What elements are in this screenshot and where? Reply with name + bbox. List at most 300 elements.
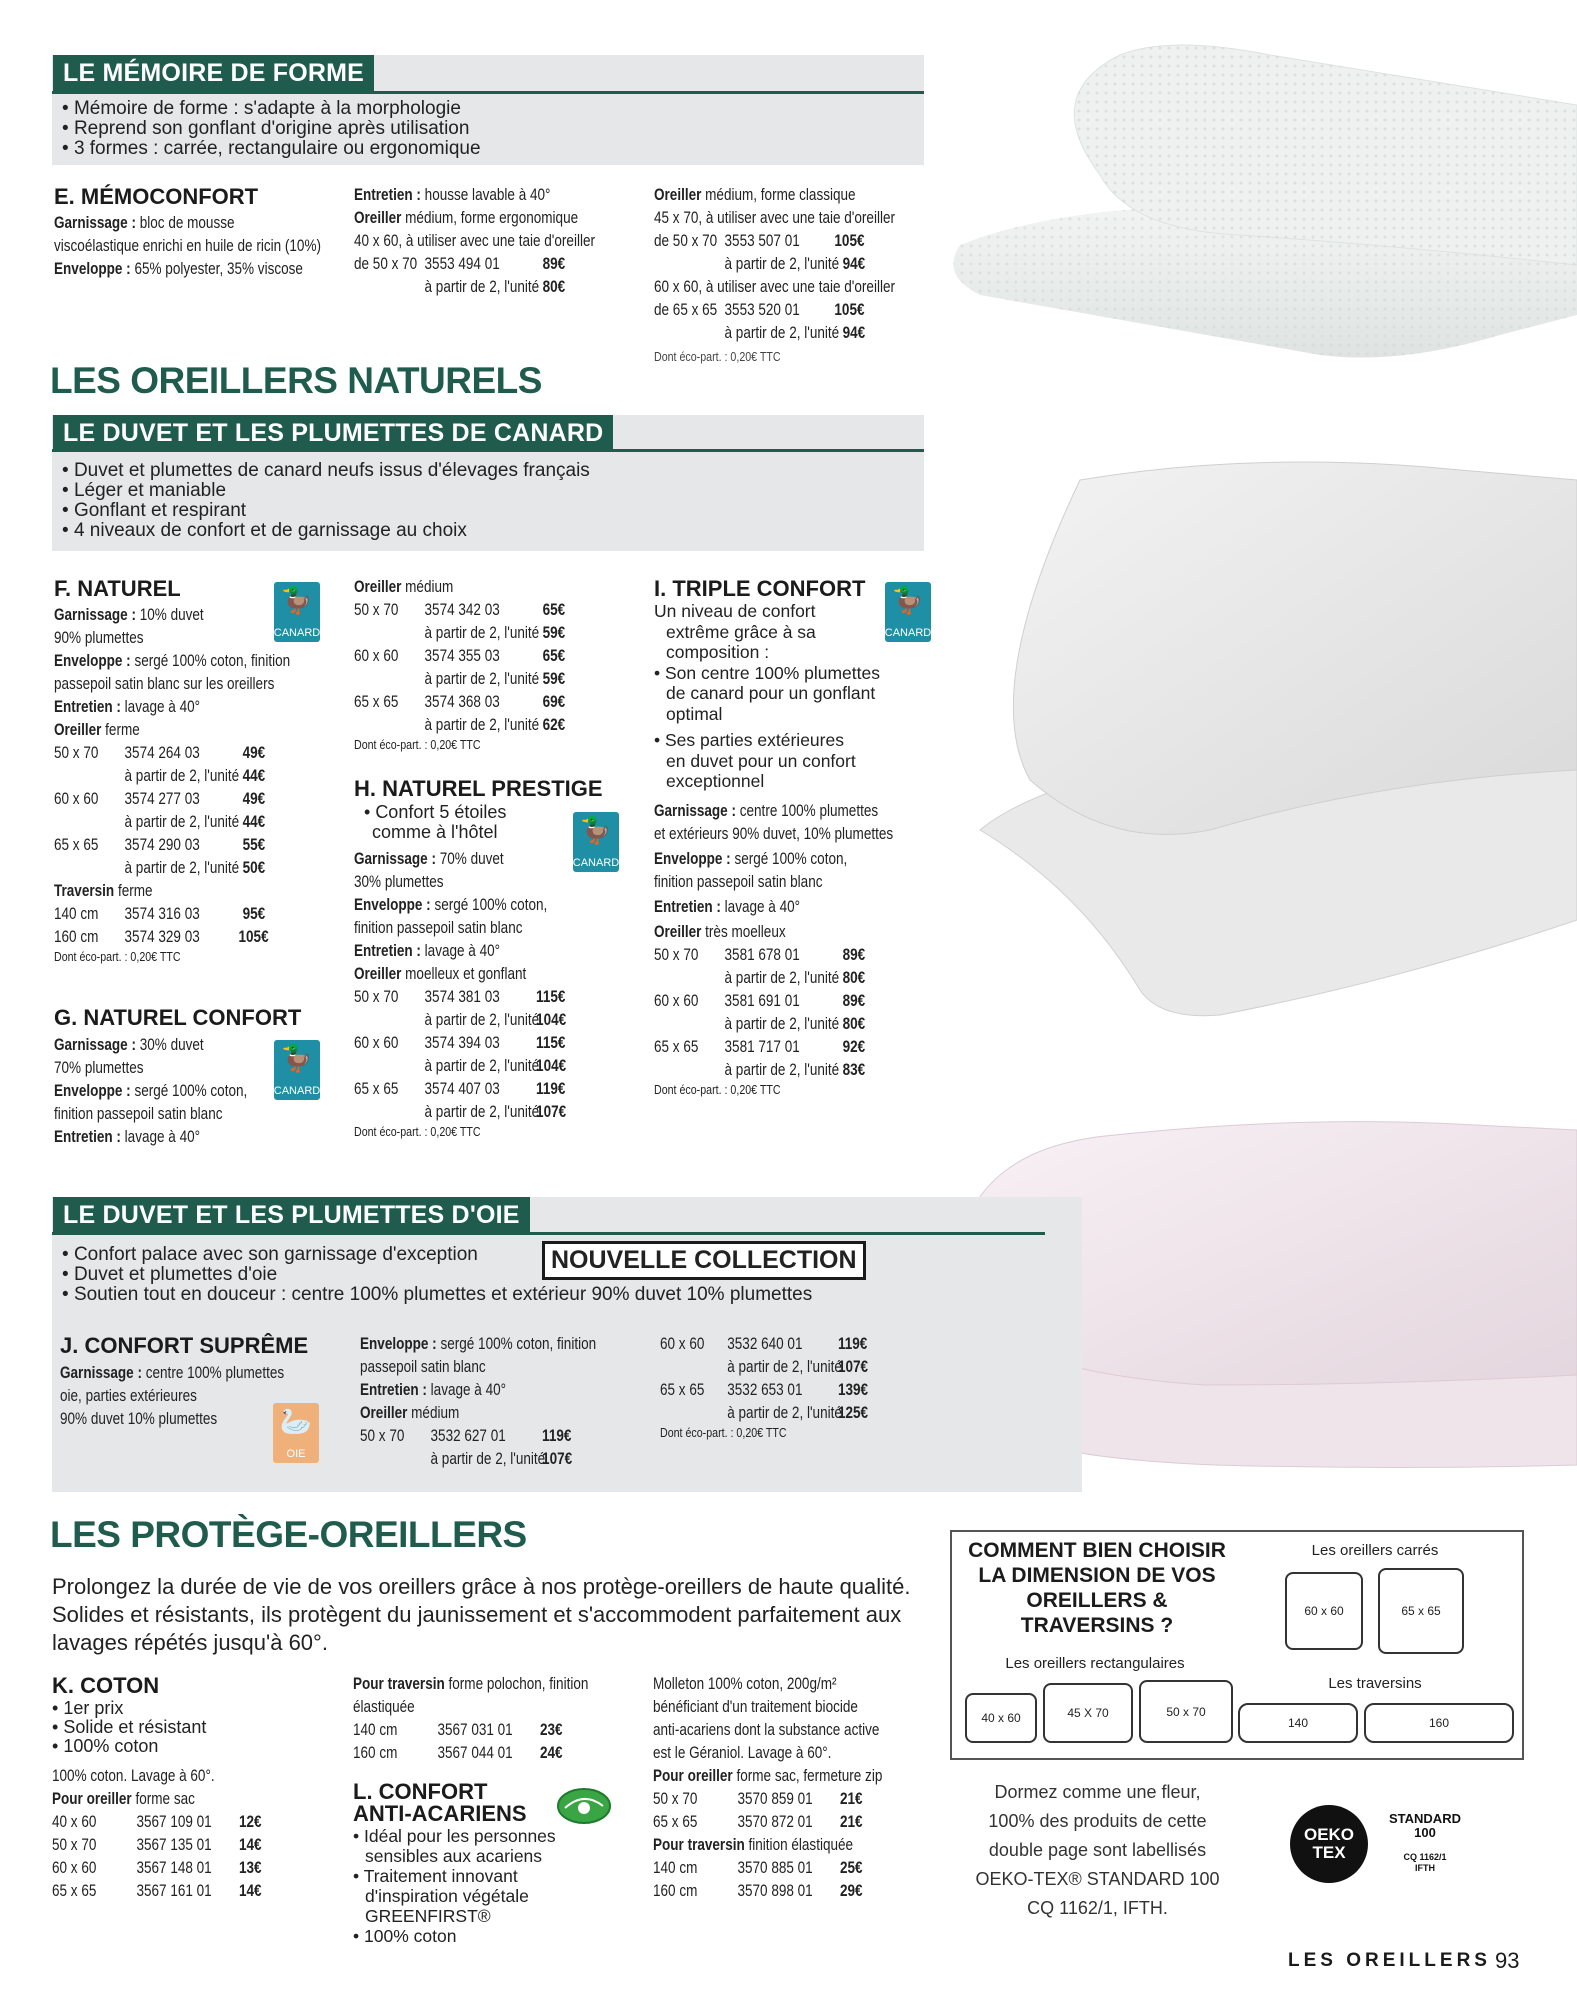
price2: 80€ bbox=[842, 969, 866, 987]
eco-part: Dont éco-part. : 0,20€ TTC bbox=[660, 1425, 787, 1440]
bullet: • Idéal pour les personnes bbox=[353, 1826, 556, 1846]
value: très moelleux bbox=[705, 923, 786, 941]
from2: à partir de 2, l'unité bbox=[727, 1404, 842, 1422]
size: 65 x 65 bbox=[653, 1813, 698, 1831]
bullet: • Confort 5 étoiles bbox=[364, 802, 506, 822]
value: sergé 100% coton, finition bbox=[440, 1335, 597, 1353]
size: de 65 x 65 bbox=[654, 301, 718, 319]
product-i-details bbox=[654, 800, 893, 1098]
price: 115€ bbox=[536, 988, 566, 1006]
std-num: 100 bbox=[1414, 1825, 1436, 1840]
ifth: IFTH bbox=[1415, 1863, 1435, 1873]
size: 50 x 70 bbox=[653, 1790, 698, 1808]
label: Oreiller bbox=[354, 965, 402, 983]
value: bloc de mousse bbox=[139, 214, 235, 232]
price: 119€ bbox=[542, 1427, 572, 1445]
value: finition passepoil satin blanc bbox=[54, 1105, 223, 1123]
oie-header: LE DUVET ET LES PLUMETTES D'OIE bbox=[53, 1197, 530, 1234]
ref: 3574 355 03 bbox=[424, 647, 500, 665]
product-title-k: K. COTON bbox=[52, 1673, 160, 1698]
label: Pour traversin bbox=[653, 1836, 745, 1854]
nouvelle-collection-badge: NOUVELLE COLLECTION bbox=[542, 1241, 866, 1280]
bullet: • Confort palace avec son garnissage d'exception bbox=[62, 1245, 812, 1265]
size: 60 x 60 bbox=[354, 1034, 399, 1052]
label: Enveloppe : bbox=[54, 652, 131, 670]
page-number: 93 bbox=[1495, 1948, 1520, 1973]
size: 140 cm bbox=[54, 905, 99, 923]
ref: 3574 381 03 bbox=[424, 988, 500, 1006]
price: 69€ bbox=[542, 693, 566, 711]
label: Entretien : bbox=[54, 1128, 121, 1146]
ref: 3567 031 01 bbox=[437, 1721, 513, 1739]
desc-line: Un niveau de confort bbox=[654, 601, 816, 621]
size-box-65x65: 65 x 65 bbox=[1378, 1568, 1464, 1654]
value: finition élastiquée bbox=[748, 1836, 854, 1854]
product-title-e: E. MÉMOCONFORT bbox=[54, 184, 259, 209]
memoire-bullets bbox=[62, 99, 481, 159]
desc-line: anti-acariens dont la substance active bbox=[653, 1721, 880, 1739]
price: 92€ bbox=[842, 1038, 866, 1056]
product-l-details bbox=[653, 1673, 882, 1903]
product-i-desc bbox=[654, 601, 880, 792]
price2: 107€ bbox=[536, 1103, 567, 1121]
from2: à partir de 2, l'unité bbox=[724, 1015, 840, 1033]
from2: à partir de 2, l'unité bbox=[424, 1057, 540, 1075]
value: ferme bbox=[105, 721, 140, 739]
label: Oreiller bbox=[354, 209, 402, 227]
product-g-details bbox=[54, 1034, 247, 1149]
size: 50 x 70 bbox=[360, 1427, 405, 1445]
size: 60 x 60 bbox=[54, 790, 99, 808]
duck-icon: 🦆 bbox=[579, 815, 613, 845]
ref: 3574 407 03 bbox=[424, 1080, 500, 1098]
size: 60 x 60 bbox=[354, 647, 399, 665]
bullet-cont: de canard pour un gonflant bbox=[666, 683, 876, 703]
from2: à partir de 2, l'unité bbox=[124, 767, 240, 785]
value: 90% plumettes bbox=[54, 629, 144, 647]
ref: 3574 316 03 bbox=[124, 905, 200, 923]
from2: à partir de 2, l'unité bbox=[424, 1011, 540, 1029]
product-k-traversin bbox=[353, 1673, 588, 1765]
product-h-details bbox=[354, 848, 567, 1140]
price2: 50€ bbox=[242, 859, 266, 877]
title-line: L. CONFORT bbox=[353, 1779, 488, 1804]
memory-foam-pillow-image bbox=[940, 35, 1577, 365]
from2: à partir de 2, l'unité bbox=[724, 255, 840, 273]
greenfirst-logo bbox=[555, 1786, 613, 1826]
price2: 104€ bbox=[536, 1057, 567, 1075]
value: oie, parties extérieures bbox=[60, 1387, 197, 1405]
product-title-l bbox=[353, 1781, 527, 1825]
product-h-bullets bbox=[364, 802, 506, 842]
from2: à partir de 2, l'unité bbox=[124, 813, 240, 831]
desc-line: bénéficiant d'un traitement biocide bbox=[653, 1698, 858, 1716]
from2: à partir de 2, l'unité bbox=[424, 670, 540, 688]
label: Enveloppe : bbox=[654, 850, 731, 868]
size: 60 x 60 bbox=[52, 1859, 97, 1877]
bullet: • 4 niveaux de confort et de garnissage au choix bbox=[62, 521, 590, 541]
bullet: • Ses parties extérieures bbox=[654, 730, 844, 750]
product-title-g: G. NATUREL CONFORT bbox=[54, 1005, 302, 1030]
value: passepoil satin blanc sur les oreillers bbox=[54, 675, 275, 693]
bullet-cont: exceptionnel bbox=[666, 771, 765, 791]
ref: 3570 872 01 bbox=[737, 1813, 813, 1831]
eco-part: Dont éco-part. : 0,20€ TTC bbox=[354, 737, 481, 752]
traversins-label: Les traversins bbox=[1328, 1675, 1422, 1692]
ref: 3570 885 01 bbox=[737, 1859, 813, 1877]
product-j-col3 bbox=[660, 1333, 869, 1441]
value: ferme bbox=[117, 882, 153, 900]
price: 24€ bbox=[539, 1744, 563, 1762]
bullet-cont: d'inspiration végétale bbox=[365, 1886, 529, 1906]
badge-label: CANARD bbox=[572, 857, 620, 869]
ref: 3570 898 01 bbox=[737, 1882, 813, 1900]
price2: 80€ bbox=[842, 1015, 866, 1033]
eco-part: Dont éco-part. : 0,20€ TTC bbox=[654, 349, 781, 364]
label: Traversin bbox=[54, 882, 115, 900]
ref: 3553 507 01 bbox=[724, 232, 800, 250]
duck-icon: 🦆 bbox=[280, 1043, 314, 1073]
label: Pour oreiller bbox=[653, 1767, 733, 1785]
price: 105€ bbox=[834, 301, 865, 319]
ref: 3570 859 01 bbox=[737, 1790, 813, 1808]
size: 65 x 65 bbox=[654, 1038, 699, 1056]
eco-part: Dont éco-part. : 0,20€ TTC bbox=[54, 949, 181, 964]
price2: 44€ bbox=[242, 767, 266, 785]
desc-line: Molleton 100% coton, 200g/m² bbox=[653, 1675, 837, 1693]
canard-bullets bbox=[62, 461, 590, 541]
value: sergé 100% coton, bbox=[434, 896, 548, 914]
price: 49€ bbox=[242, 790, 266, 808]
price: 14€ bbox=[238, 1882, 262, 1900]
price: 13€ bbox=[238, 1859, 262, 1877]
from2: à partir de 2, l'unité bbox=[124, 859, 240, 877]
price: 105€ bbox=[238, 928, 269, 946]
label: Garnissage : bbox=[60, 1364, 142, 1382]
bullet: • Léger et maniable bbox=[62, 481, 590, 501]
label: Entretien : bbox=[354, 186, 421, 204]
price2: 80€ bbox=[542, 278, 566, 296]
price: 23€ bbox=[539, 1721, 563, 1739]
value: sergé 100% coton, bbox=[134, 1082, 248, 1100]
price: 29€ bbox=[839, 1882, 863, 1900]
price: 119€ bbox=[536, 1080, 566, 1098]
size: de 50 x 70 bbox=[354, 255, 418, 273]
ref: 3581 717 01 bbox=[724, 1038, 800, 1056]
product-f-details bbox=[54, 604, 290, 965]
logo-text: OEKO bbox=[1303, 1825, 1355, 1844]
label: Enveloppe : bbox=[360, 1335, 437, 1353]
label: Oreiller bbox=[54, 721, 102, 739]
label: Pour traversin bbox=[353, 1675, 445, 1693]
oeko-tex-logo bbox=[1290, 1805, 1368, 1883]
bullet: • Gonflant et respirant bbox=[62, 501, 590, 521]
price2: 59€ bbox=[542, 670, 566, 688]
ref: 3574 394 03 bbox=[424, 1034, 500, 1052]
value: médium, forme ergonomique bbox=[405, 209, 579, 227]
label: Oreiller bbox=[654, 923, 702, 941]
value: médium bbox=[405, 578, 454, 596]
price2: 59€ bbox=[542, 624, 566, 642]
label: Oreiller bbox=[654, 186, 702, 204]
size-box-160: 160 bbox=[1364, 1703, 1514, 1743]
oie-badge bbox=[273, 1403, 319, 1463]
naturels-title: LES OREILLERS NATURELS bbox=[50, 360, 542, 401]
from2: à partir de 2, l'unité bbox=[724, 1061, 840, 1079]
protege-intro: Prolongez la durée de vie de vos oreillers grâce à nos protège-oreillers de haute qualité. Solides et résistants, ils protègent du jaunissement et s'accommodent parfaitement aux lavages répétés jusqu'à 60°. bbox=[52, 1574, 911, 1655]
value: 65% polyester, 35% viscose bbox=[134, 260, 303, 278]
protege-title: LES PROTÈGE-OREILLERS bbox=[50, 1514, 527, 1555]
value: housse lavable à 40° bbox=[424, 186, 551, 204]
product-title-j: J. CONFORT SUPRÊME bbox=[60, 1333, 309, 1358]
size: de 50 x 70 bbox=[654, 232, 718, 250]
duck-feather-pillow-image bbox=[960, 450, 1577, 1020]
eco-part: Dont éco-part. : 0,20€ TTC bbox=[654, 1082, 781, 1097]
desc: 100% coton. Lavage à 60°. bbox=[52, 1767, 215, 1785]
badge-label: OIE bbox=[286, 1448, 306, 1460]
price: 21€ bbox=[839, 1790, 863, 1808]
product-k-details bbox=[52, 1765, 262, 1903]
value: lavage à 40° bbox=[124, 1128, 201, 1146]
size-note: 60 x 60, à utiliser avec une taie d'oreiller bbox=[654, 278, 896, 296]
price2: 104€ bbox=[536, 1011, 567, 1029]
size: 50 x 70 bbox=[354, 601, 399, 619]
badge-label: CANARD bbox=[884, 627, 932, 639]
size: 50 x 70 bbox=[52, 1836, 97, 1854]
size: 65 x 65 bbox=[354, 693, 399, 711]
bullet: • Duvet et plumettes d'oie bbox=[62, 1265, 812, 1285]
price: 119€ bbox=[837, 1335, 868, 1353]
price: 49€ bbox=[242, 744, 266, 762]
value: forme polochon, finition bbox=[448, 1675, 589, 1693]
memoire-header: LE MÉMOIRE DE FORME bbox=[53, 55, 374, 92]
size: 40 x 60 bbox=[52, 1813, 97, 1831]
product-k-bullets bbox=[52, 1699, 206, 1756]
bullet-cont: comme à l'hôtel bbox=[372, 822, 498, 842]
size: 160 cm bbox=[54, 928, 99, 946]
label: Entretien : bbox=[54, 698, 121, 716]
value: viscoélastique enrichi en huile de ricin (10%) bbox=[54, 237, 321, 255]
ref: 3567 044 01 bbox=[437, 1744, 513, 1762]
ref: 3532 627 01 bbox=[430, 1427, 506, 1445]
ref: 3574 264 03 bbox=[124, 744, 200, 762]
badge-label: CANARD bbox=[273, 1085, 321, 1097]
value: et extérieurs 90% duvet, 10% plumettes bbox=[654, 825, 894, 843]
size-guide-title: COMMENT BIEN CHOISIR LA DIMENSION DE VOS OREILLERS & TRAVERSINS ? bbox=[968, 1539, 1226, 1637]
from2: à partir de 2, l'unité bbox=[424, 278, 540, 296]
value: 30% duvet bbox=[139, 1036, 204, 1054]
value: médium, forme classique bbox=[705, 186, 856, 204]
value: forme sac bbox=[135, 1790, 195, 1808]
title-line: ANTI-ACARIENS bbox=[353, 1801, 527, 1826]
canard-badge bbox=[573, 812, 619, 872]
product-j-details bbox=[60, 1362, 284, 1431]
value: médium bbox=[411, 1404, 460, 1422]
from2: à partir de 2, l'unité bbox=[424, 716, 540, 734]
price2: 83€ bbox=[842, 1061, 866, 1079]
label: Garnissage : bbox=[654, 802, 736, 820]
size: 160 cm bbox=[653, 1882, 698, 1900]
bullet: • 3 formes : carrée, rectangulaire ou ergonomique bbox=[62, 139, 481, 159]
bullet: • Duvet et plumettes de canard neufs issus d'élevages français bbox=[62, 461, 590, 481]
value: forme sac, fermeture zip bbox=[736, 1767, 883, 1785]
bullet: • Solide et résistant bbox=[52, 1718, 206, 1737]
goose-icon: 🦢 bbox=[279, 1406, 313, 1436]
ref: 3553 520 01 bbox=[724, 301, 800, 319]
value: 30% plumettes bbox=[354, 873, 444, 891]
product-j-col2 bbox=[360, 1333, 596, 1471]
duck-icon: 🦆 bbox=[891, 585, 925, 615]
price: 14€ bbox=[238, 1836, 262, 1854]
canard-header: LE DUVET ET LES PLUMETTES DE CANARD bbox=[53, 415, 613, 452]
std-label: STANDARD bbox=[1389, 1811, 1461, 1826]
bullet: • 1er prix bbox=[52, 1699, 206, 1718]
value: lavage à 40° bbox=[124, 698, 201, 716]
ref: 3574 342 03 bbox=[424, 601, 500, 619]
ref: 3567 161 01 bbox=[136, 1882, 212, 1900]
size: 50 x 70 bbox=[54, 744, 99, 762]
size: 60 x 60 bbox=[660, 1335, 705, 1353]
price2: 94€ bbox=[842, 324, 866, 342]
desc-line: est le Géraniol. Lavage à 60°. bbox=[653, 1744, 832, 1762]
eco-part: Dont éco-part. : 0,20€ TTC bbox=[354, 1124, 481, 1139]
oeko-text: Dormez comme une fleur, 100% des produits de cette double page sont labellisés OEKO-TEX® STANDARD 100 CQ 1162/1, IFTH. bbox=[975, 1782, 1220, 1918]
from2: à partir de 2, l'unité bbox=[430, 1450, 546, 1468]
size: 140 cm bbox=[653, 1859, 698, 1877]
from2: à partir de 2, l'unité bbox=[727, 1358, 842, 1376]
size-box-60x60: 60 x 60 bbox=[1285, 1572, 1363, 1650]
size-box-40x60: 40 x 60 bbox=[965, 1693, 1037, 1743]
price: 21€ bbox=[839, 1813, 863, 1831]
value: moelleux et gonflant bbox=[405, 965, 527, 983]
size-box-45x70: 45 X 70 bbox=[1043, 1683, 1133, 1743]
ref: 3574 329 03 bbox=[124, 928, 200, 946]
bullet-cont: sensibles aux acariens bbox=[365, 1846, 543, 1866]
value: centre 100% plumettes bbox=[739, 802, 879, 820]
size-box-50x70: 50 x 70 bbox=[1139, 1680, 1233, 1743]
label: Oreiller bbox=[360, 1404, 408, 1422]
value: centre 100% plumettes bbox=[145, 1364, 285, 1382]
price2: 94€ bbox=[842, 255, 866, 273]
bullet: • 100% coton bbox=[52, 1737, 206, 1756]
price: 89€ bbox=[842, 992, 866, 1010]
bullet: • Traitement innovant bbox=[353, 1866, 518, 1886]
price: 55€ bbox=[242, 836, 266, 854]
ref: 3532 640 01 bbox=[727, 1335, 803, 1353]
product-title-i: I. TRIPLE CONFORT bbox=[654, 576, 866, 601]
value: finition passepoil satin blanc bbox=[654, 873, 823, 891]
value: élastiquée bbox=[353, 1698, 415, 1716]
ref: 3567 109 01 bbox=[136, 1813, 212, 1831]
ref: 3574 290 03 bbox=[124, 836, 200, 854]
product-g-prices bbox=[354, 576, 566, 753]
duck-icon: 🦆 bbox=[280, 585, 314, 615]
value: 70% plumettes bbox=[54, 1059, 144, 1077]
label: Enveloppe : bbox=[54, 1082, 131, 1100]
oeko-standard bbox=[1375, 1812, 1475, 1874]
label: Enveloppe : bbox=[354, 896, 431, 914]
price2: 125€ bbox=[837, 1404, 869, 1422]
label: Entretien : bbox=[360, 1381, 427, 1399]
bullet: • Soutien tout en douceur : centre 100% plumettes et extérieur 90% duvet 10% plumettes bbox=[62, 1285, 812, 1305]
size: 65 x 65 bbox=[54, 836, 99, 854]
from2: à partir de 2, l'unité bbox=[724, 969, 840, 987]
price: 89€ bbox=[842, 946, 866, 964]
size-note: 45 x 70, à utiliser avec une taie d'oreiller bbox=[654, 209, 896, 227]
ref: 3567 135 01 bbox=[136, 1836, 212, 1854]
bullet: • Reprend son gonflant d'origine après utilisation bbox=[62, 119, 481, 139]
size-box-140: 140 bbox=[1238, 1703, 1358, 1743]
bullet-cont: GREENFIRST® bbox=[365, 1906, 491, 1926]
label: Oreiller bbox=[354, 578, 402, 596]
price: 12€ bbox=[238, 1813, 262, 1831]
price2: 62€ bbox=[542, 716, 566, 734]
price: 89€ bbox=[542, 255, 566, 273]
ref: 3574 277 03 bbox=[124, 790, 200, 808]
ref: 3532 653 01 bbox=[727, 1381, 803, 1399]
value: lavage à 40° bbox=[430, 1381, 507, 1399]
product-e-col3 bbox=[654, 184, 895, 368]
from2: à partir de 2, l'unité bbox=[424, 1103, 540, 1121]
value: sergé 100% coton, bbox=[734, 850, 848, 868]
carres-label: Les oreillers carrés bbox=[1311, 1542, 1439, 1559]
ref: 3581 678 01 bbox=[724, 946, 800, 964]
label: Entretien : bbox=[654, 898, 721, 916]
cq: CQ 1162/1 bbox=[1403, 1852, 1447, 1862]
label: Garnissage : bbox=[54, 214, 136, 232]
ref: 3567 148 01 bbox=[136, 1859, 212, 1877]
ref: 3574 368 03 bbox=[424, 693, 500, 711]
bullet: • 100% coton bbox=[353, 1926, 457, 1946]
size: 50 x 70 bbox=[654, 946, 699, 964]
value: passepoil satin blanc bbox=[360, 1358, 486, 1376]
size: 65 x 65 bbox=[354, 1080, 399, 1098]
canard-badge bbox=[885, 582, 931, 642]
ref: 3581 691 01 bbox=[724, 992, 800, 1010]
price2: 107€ bbox=[542, 1450, 573, 1468]
size: 140 cm bbox=[353, 1721, 398, 1739]
price: 25€ bbox=[839, 1859, 863, 1877]
value: 10% duvet bbox=[139, 606, 204, 624]
value: 90% duvet 10% plumettes bbox=[60, 1410, 218, 1428]
ref: 3553 494 01 bbox=[424, 255, 500, 273]
price: 105€ bbox=[834, 232, 865, 250]
bullet: • Mémoire de forme : s'adapte à la morphologie bbox=[62, 99, 481, 119]
price: 139€ bbox=[837, 1381, 869, 1399]
canard-badge bbox=[274, 1040, 320, 1100]
price2: 44€ bbox=[242, 813, 266, 831]
product-title-f: F. NATUREL bbox=[54, 576, 181, 601]
product-e-details bbox=[54, 212, 321, 281]
size: 65 x 65 bbox=[660, 1381, 705, 1399]
size: 65 x 65 bbox=[52, 1882, 97, 1900]
footer-section-name: LES OREILLERS bbox=[1288, 1950, 1491, 1971]
bullet-cont: en duvet pour un confort bbox=[666, 750, 856, 771]
size: 60 x 60 bbox=[654, 992, 699, 1010]
from2: à partir de 2, l'unité bbox=[424, 624, 540, 642]
logo-text: TEX bbox=[1312, 1843, 1346, 1862]
size-note: 40 x 60, à utiliser avec une taie d'oreiller bbox=[354, 232, 596, 250]
product-e-col2 bbox=[354, 184, 595, 299]
label: Pour oreiller bbox=[52, 1790, 132, 1808]
desc-line: extrême grâce à sa bbox=[666, 621, 816, 642]
badge-label: CANARD bbox=[273, 627, 321, 639]
price: 65€ bbox=[542, 601, 566, 619]
size: 50 x 70 bbox=[354, 988, 399, 1006]
desc-line: composition : bbox=[666, 642, 770, 662]
label: Garnissage : bbox=[54, 1036, 136, 1054]
label: Entretien : bbox=[354, 942, 421, 960]
